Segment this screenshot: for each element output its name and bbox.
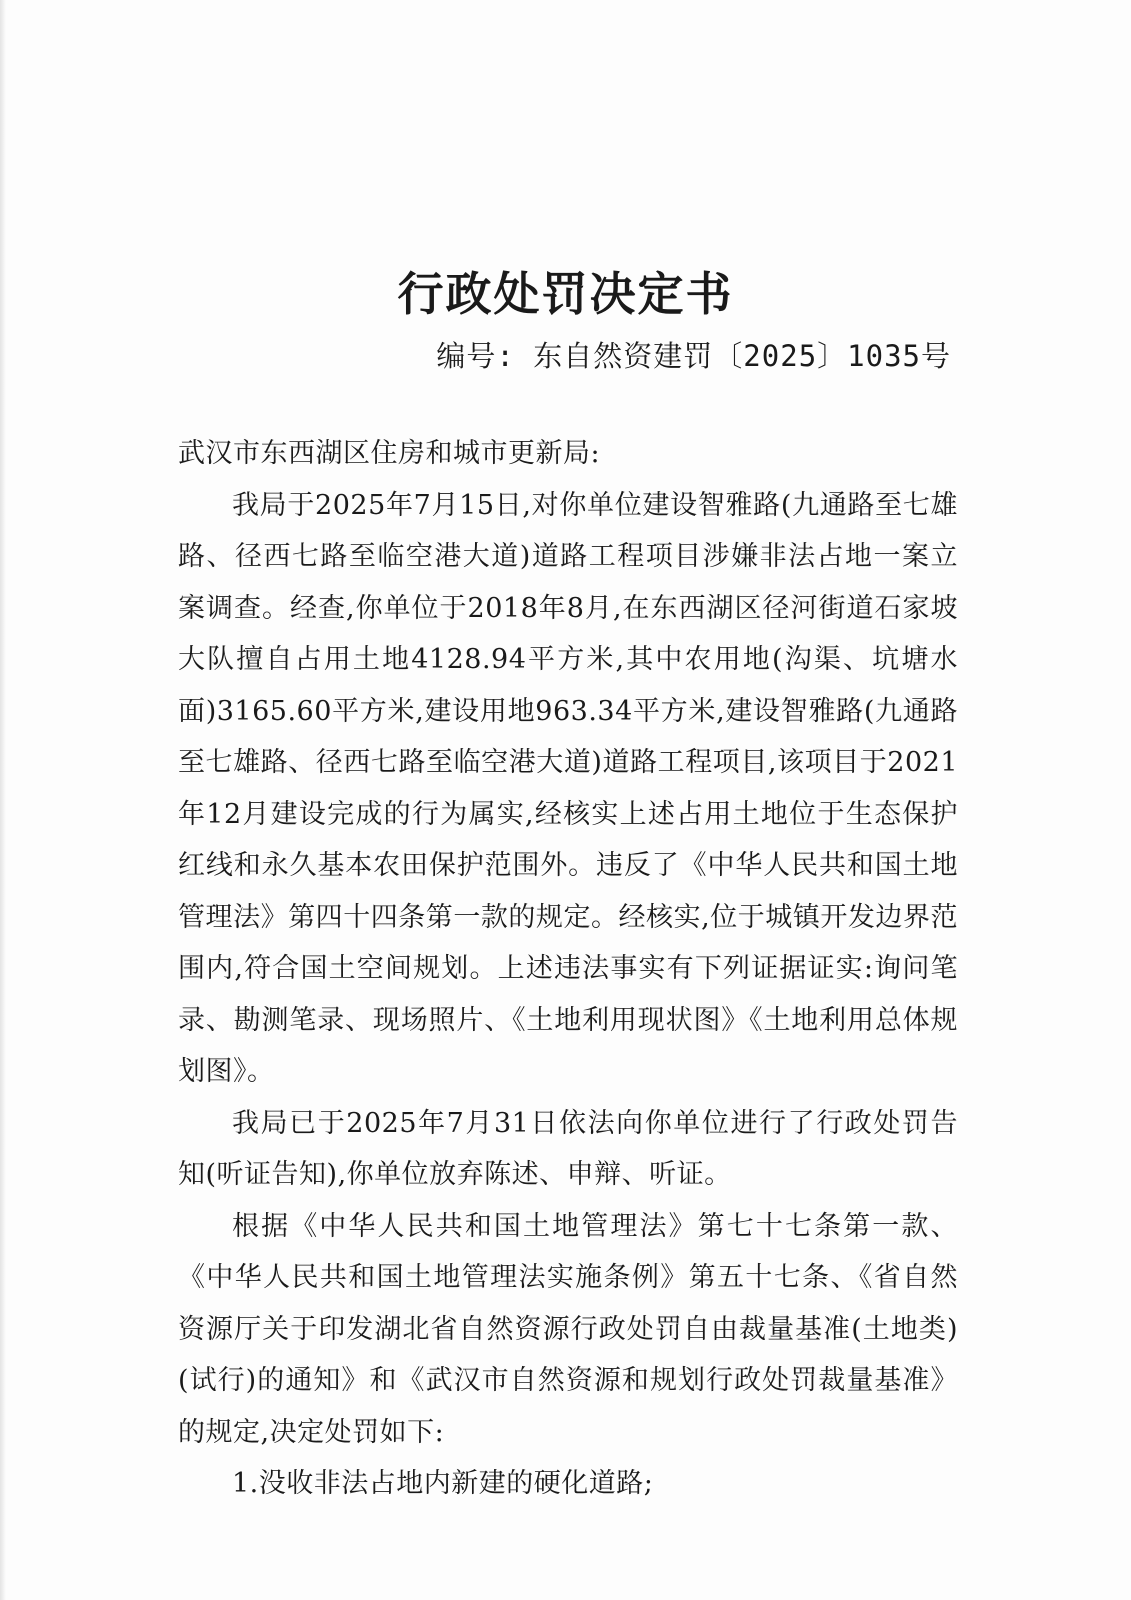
paragraph-notification: 我局已于2025年7月31日依法向你单位进行了行政处罚告知(听证告知),你单位放弃陈述、申辩、听证。 bbox=[178, 1107, 958, 1190]
addressee: 武汉市东西湖区住房和城市更新局: bbox=[178, 438, 601, 469]
paragraph-legal-basis: 根据《中华人民共和国土地管理法》第七十七条第一款、《中华人民共和国土地管理法实施条例》第五十七条、《省自然资源厅关于印发湖北省自然资源行政处罚自由裁量基准(土地类)(试行)的通知》和《武汉市自然资源和规划行政处罚裁量基准》的规定,决定处罚如下: bbox=[178, 1210, 958, 1448]
document-title: 行政处罚决定书 bbox=[397, 267, 734, 321]
penalty-item-1: 1.没收非法占地内新建的硬化道路; bbox=[232, 1468, 654, 1499]
document-number: 编号: 东自然资建罚〔2025〕1035号 bbox=[436, 339, 951, 373]
paragraph-investigation: 我局于2025年7月15日,对你单位建设智雅路(九通路至七雄路、径西七路至临空港大道)道路工程项目涉嫌非法占地一案立案调查。经查,你单位于2018年8月,在东西湖区径河街道石家坡大队擅自占用土地4128.94平方米,其中农用地(沟渠、坑塘水面)3165.60平方米,建设用地963.34平方米,建设智雅路(九通路至七雄路、径西七路至临空港大道)道路工程项目,该项目于2021年12月建设完成的行为属实,经核实上述占用土地位于生态保护红线和永久基本农田保护范围外。违反了《中华人民共和国土地管理法》第四十四条第一款的规定。经核实,位于城镇开发边界范围内,符合国土空间规划。上述违法事实有下列证据证实:询问笔录、勘测笔录、现场照片、《土地利用现状图》《土地利用总体规划图》。 bbox=[178, 489, 958, 1087]
document-body bbox=[178, 428, 958, 1510]
scan-edge bbox=[0, 0, 6, 1600]
